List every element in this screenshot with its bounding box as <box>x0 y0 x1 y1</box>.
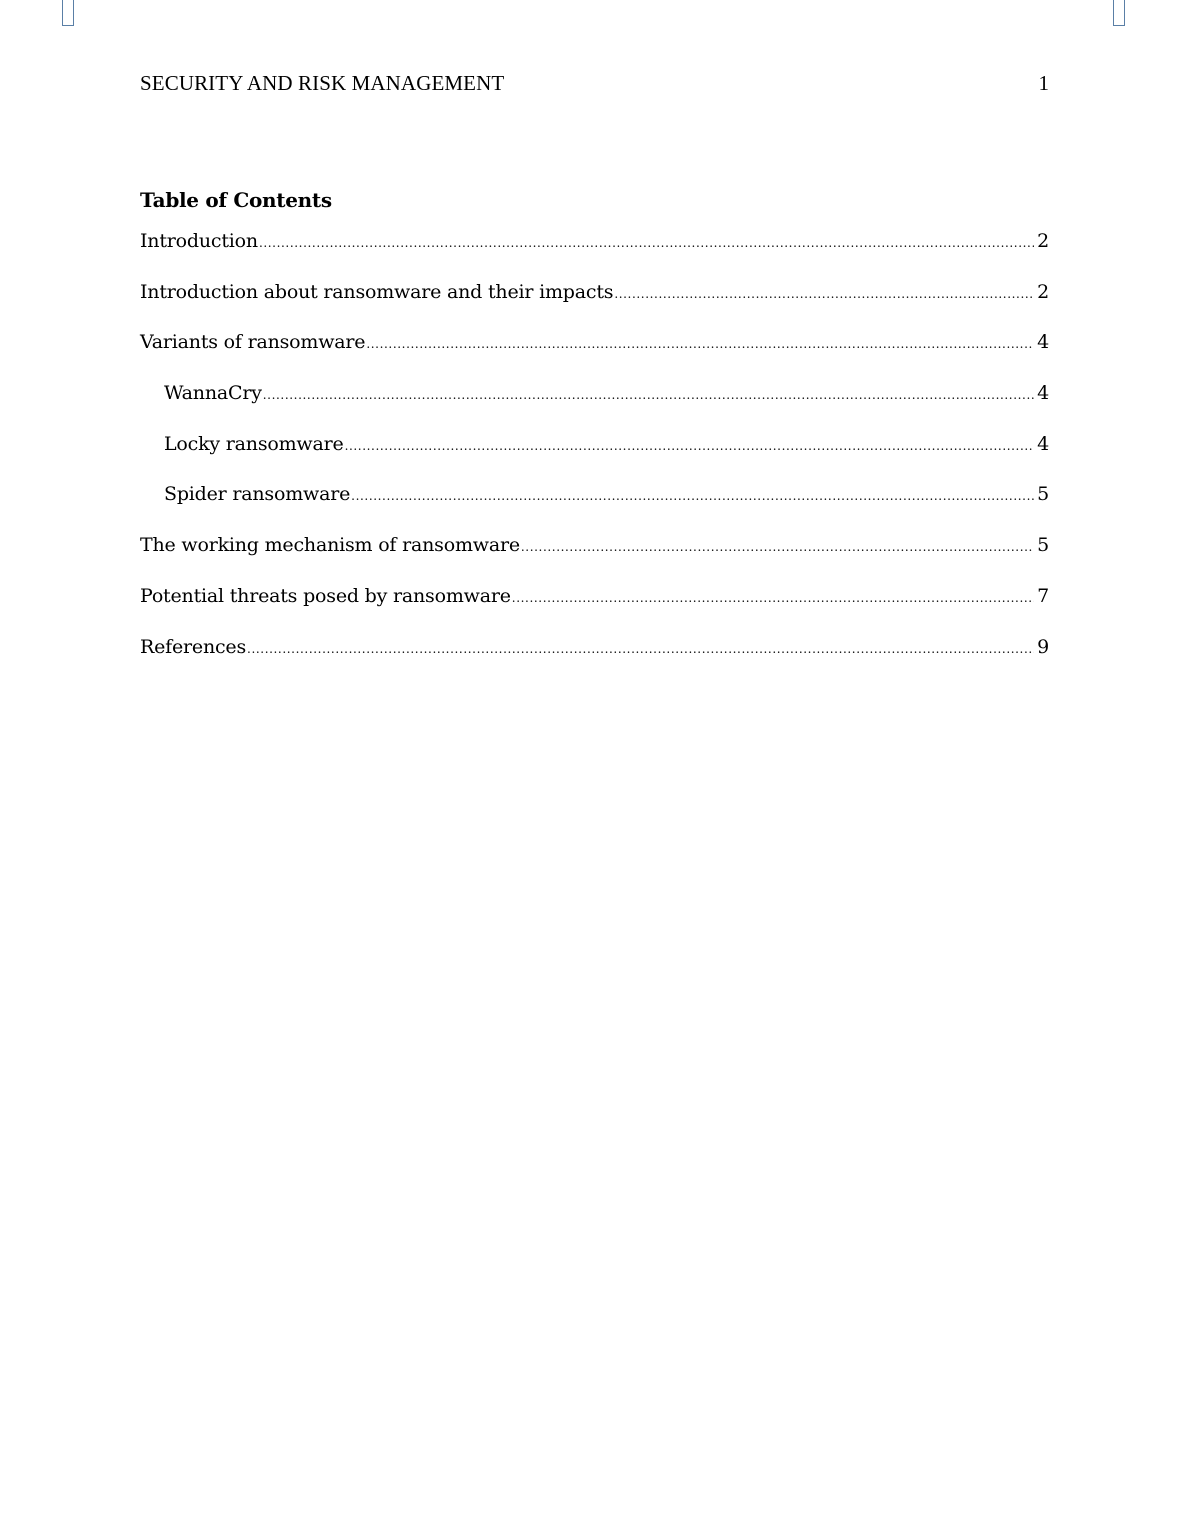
page-header <box>140 70 1049 96</box>
toc-entry-spider[interactable] <box>140 480 1049 531</box>
toc-entry-label: Introduction about ransomware and their impacts <box>140 280 614 303</box>
toc-entry-page: 4 <box>1037 331 1049 354</box>
crop-mark-left <box>62 0 74 26</box>
toc-dot-leader <box>366 330 1034 358</box>
toc-entry-wannacry[interactable] <box>140 379 1049 430</box>
toc-entry-potential-threats[interactable] <box>140 582 1049 633</box>
running-head-title: SECURITY AND RISK MANAGEMENT <box>140 71 505 95</box>
toc-entry-label: Potential threats posed by ransomware <box>140 584 511 607</box>
toc-entry-label: Locky ransomware <box>164 432 344 455</box>
toc-entry-label: Variants of ransomware <box>140 331 366 354</box>
toc-dot-leader <box>263 381 1034 409</box>
toc-entry-locky[interactable] <box>140 430 1049 481</box>
toc-dot-leader <box>259 229 1034 257</box>
toc-dot-leader <box>521 533 1034 561</box>
toc-dot-leader <box>512 584 1034 612</box>
toc-entry-references[interactable] <box>140 633 1049 684</box>
toc-entry-label: The working mechanism of ransomware <box>140 534 520 557</box>
toc-dot-leader <box>351 482 1034 510</box>
toc-entry-page: 2 <box>1037 230 1049 252</box>
page-number: 1 <box>1038 71 1049 95</box>
toc-dot-leader <box>614 280 1034 308</box>
toc-entry-introduction[interactable] <box>140 227 1049 278</box>
toc-entry-page: 7 <box>1037 584 1049 607</box>
toc-entry-page: 4 <box>1037 382 1049 405</box>
toc-entry-page: 9 <box>1037 635 1049 658</box>
toc-dot-leader <box>345 432 1035 460</box>
toc-entry-ransomware-impacts[interactable] <box>140 278 1049 329</box>
toc-entry-label: Introduction <box>140 230 258 252</box>
toc-entry-page: 4 <box>1037 432 1049 455</box>
toc-entry-label: Spider ransomware <box>164 483 351 506</box>
toc-entry-page: 5 <box>1037 483 1049 506</box>
crop-mark-right <box>1113 0 1125 26</box>
toc-entry-label: WannaCry <box>164 382 262 405</box>
toc-entry-page: 2 <box>1037 280 1049 303</box>
toc-dot-leader <box>247 635 1034 663</box>
toc-entry-label: References <box>140 635 247 658</box>
toc-entry-page: 5 <box>1037 534 1049 557</box>
toc-entry-variants[interactable] <box>140 328 1049 379</box>
toc-heading: Table of Contents <box>140 188 332 212</box>
toc-entry-working-mechanism[interactable] <box>140 531 1049 582</box>
toc-list <box>140 227 1049 683</box>
